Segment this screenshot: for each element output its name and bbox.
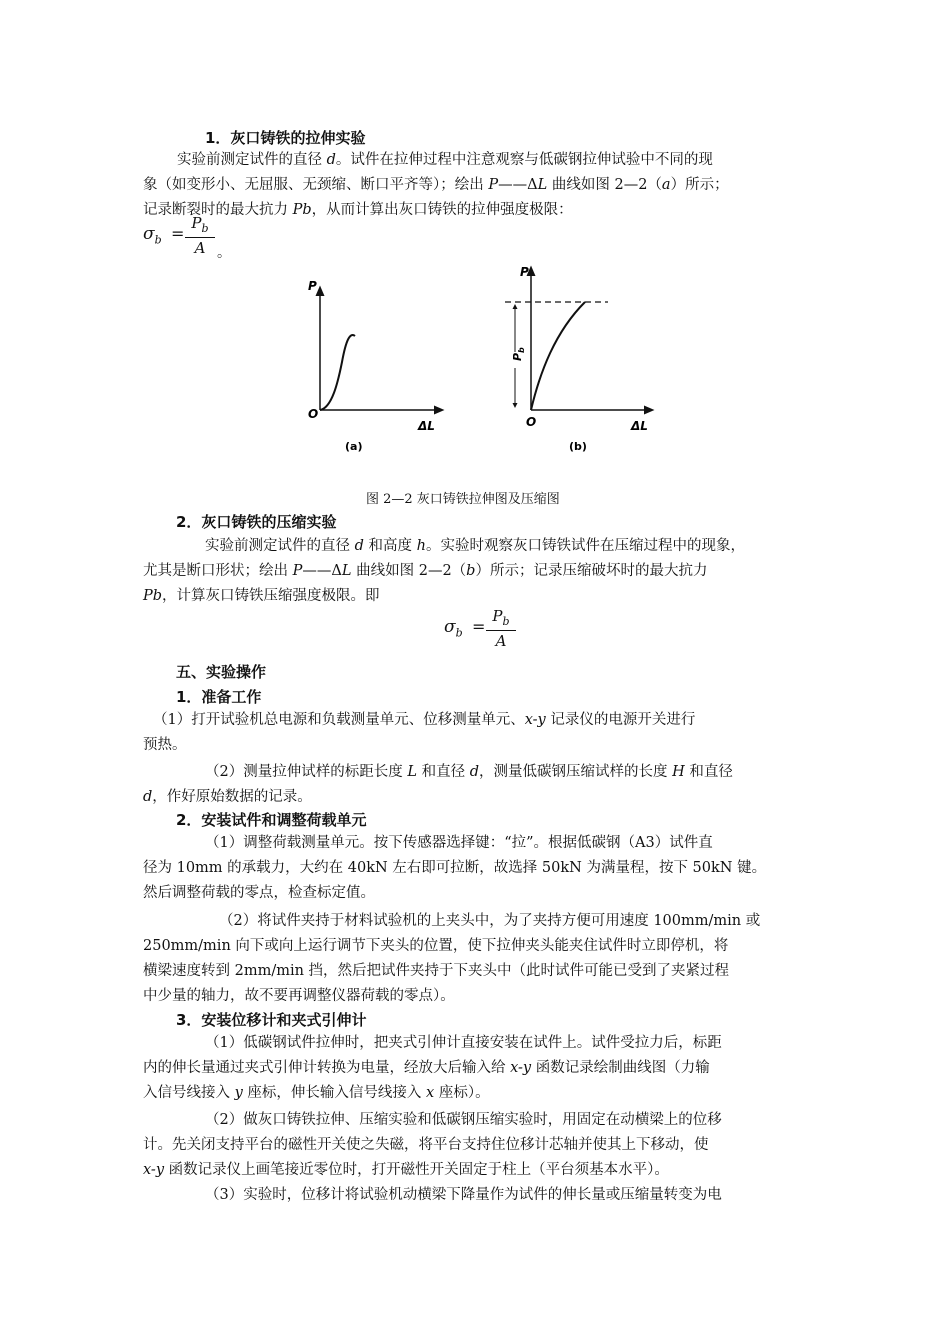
figure-caption: 图 2—2 灰口铸铁拉伸图及压缩图 bbox=[366, 492, 560, 507]
figure-b bbox=[505, 265, 650, 453]
paragraph-compression: 实验前测定试件的直径 d 和高度 h。实验时观察灰口铸铁试件在压缩过程中的现象， 尤其是断口形状；绘出 P——ΔL 曲线如图 2—2（b）所示；记录压缩破坏时的最大抗力 Pb，计算灰口铸铁压缩强度极限。即 bbox=[143, 538, 745, 604]
figure-a bbox=[308, 279, 440, 453]
paragraph-tension: 实验前测定试件的直径 d。试件在拉伸过程中注意观察与低碳钢拉伸试验中不同的现 象（如变形小、无屈服、无颈缩、断口平齐等）；绘出 P——ΔL 曲线如图 2—2（a）所示； 记录断裂时的最大抗力 Pb，从而计算出灰口铸铁的拉伸强度极限： bbox=[143, 152, 729, 218]
figure-2-2 bbox=[290, 262, 670, 462]
formula-tension-strength: $\sigma_b$ = $P_b$ A 。 bbox=[143, 214, 231, 261]
figure-a-curve bbox=[320, 335, 355, 410]
figure-b-y-label: P bbox=[520, 265, 529, 279]
paragraph-install-item2: （2）将试件夹持于材料试验机的上夹头中，为了夹持方便可用速度 100mm/min 或 250mm/min 向下或向上运行调节下夹头的位置，使下拉伸夹头能夹住试件时立即停机，将 横梁速度转到 2mm/min 挡，然后把试件夹持于下夹头中（此时试件可能已受到了夹紧过程 中少量的轴力，故不要再调整仪器荷载的零点）。 bbox=[143, 913, 761, 1004]
paragraph-install-item1: （1）调整荷载测量单元。按下传感器选择键：“拉”。根据低碳钢（A3）试件直 径为 10mm 的承载力，大约在 40kN 左右即可拉断，故选择 50kN 为满量程，按下 50kN 键。 然后调整荷载的零点，检查标定值。 bbox=[143, 835, 767, 901]
figure-a-origin: O bbox=[308, 407, 319, 421]
paragraph-prep-item1: （1）打开试验机总电源和负载测量单元、位移测量单元、x-y 记录仪的电源开关进行 预热。 bbox=[143, 712, 696, 753]
figure-b-curve bbox=[531, 302, 585, 410]
section-heading-compression: 2．灰口铸铁的压缩实验 bbox=[176, 513, 337, 531]
section-heading-tension: 1．灰口铸铁的拉伸实验 bbox=[205, 129, 366, 147]
figure-a-label: (a) bbox=[345, 440, 363, 453]
figure-a-y-label: P bbox=[308, 279, 317, 293]
subheading-preparation: 1．准备工作 bbox=[176, 688, 262, 706]
subheading-install-extensometer: 3．安装位移计和夹式引伸计 bbox=[176, 1011, 367, 1029]
figure-b-origin: O bbox=[526, 415, 537, 429]
paragraph-extensometer-item2: （2）做灰口铸铁拉伸、压缩实验和低碳钢压缩实验时，用固定在动横梁上的位移 计。先关闭支持平台的磁性开关使之失磁，将平台支持住位移计芯轴并使其上下移动，使 x-y 函数记录仪上画笔接近零位时，打开磁性开关固定于柱上（平台须基本水平）。 bbox=[143, 1112, 722, 1178]
subheading-install-specimen: 2．安装试件和调整荷载单元 bbox=[176, 811, 367, 829]
paragraph-prep-item2: （2）测量拉伸试样的标距长度 L 和直径 d，测量低碳钢压缩试样的长度 H 和直径 d，作好原始数据的记录。 bbox=[143, 764, 733, 805]
formula-compression-strength: $\sigma_b$ = $P_b$ A bbox=[444, 607, 524, 655]
section-heading-operation: 五、实验操作 bbox=[176, 663, 267, 681]
paragraph-extensometer-item3: （3）实验时，位移计将试验机动横梁下降量作为试件的伸长量或压缩量转变为电 bbox=[205, 1187, 722, 1203]
paragraph-extensometer-item1: （1）低碳钢试件拉伸时，把夹式引伸计直接安装在试件上。试件受拉力后，标距 内的伸长量通过夹式引伸计转换为电量，经放大后输入给 x-y 函数记录绘制曲线图（力输 入信号线接入 y 座标，伸长输入信号线接入 x 座标）。 bbox=[143, 1035, 722, 1101]
figure-b-label: (b) bbox=[569, 440, 587, 453]
figure-b-x-label: ΔL bbox=[631, 419, 648, 433]
figure-b-pb-label: $P_b$ bbox=[511, 347, 526, 361]
figure-a-x-label: ΔL bbox=[418, 419, 435, 433]
